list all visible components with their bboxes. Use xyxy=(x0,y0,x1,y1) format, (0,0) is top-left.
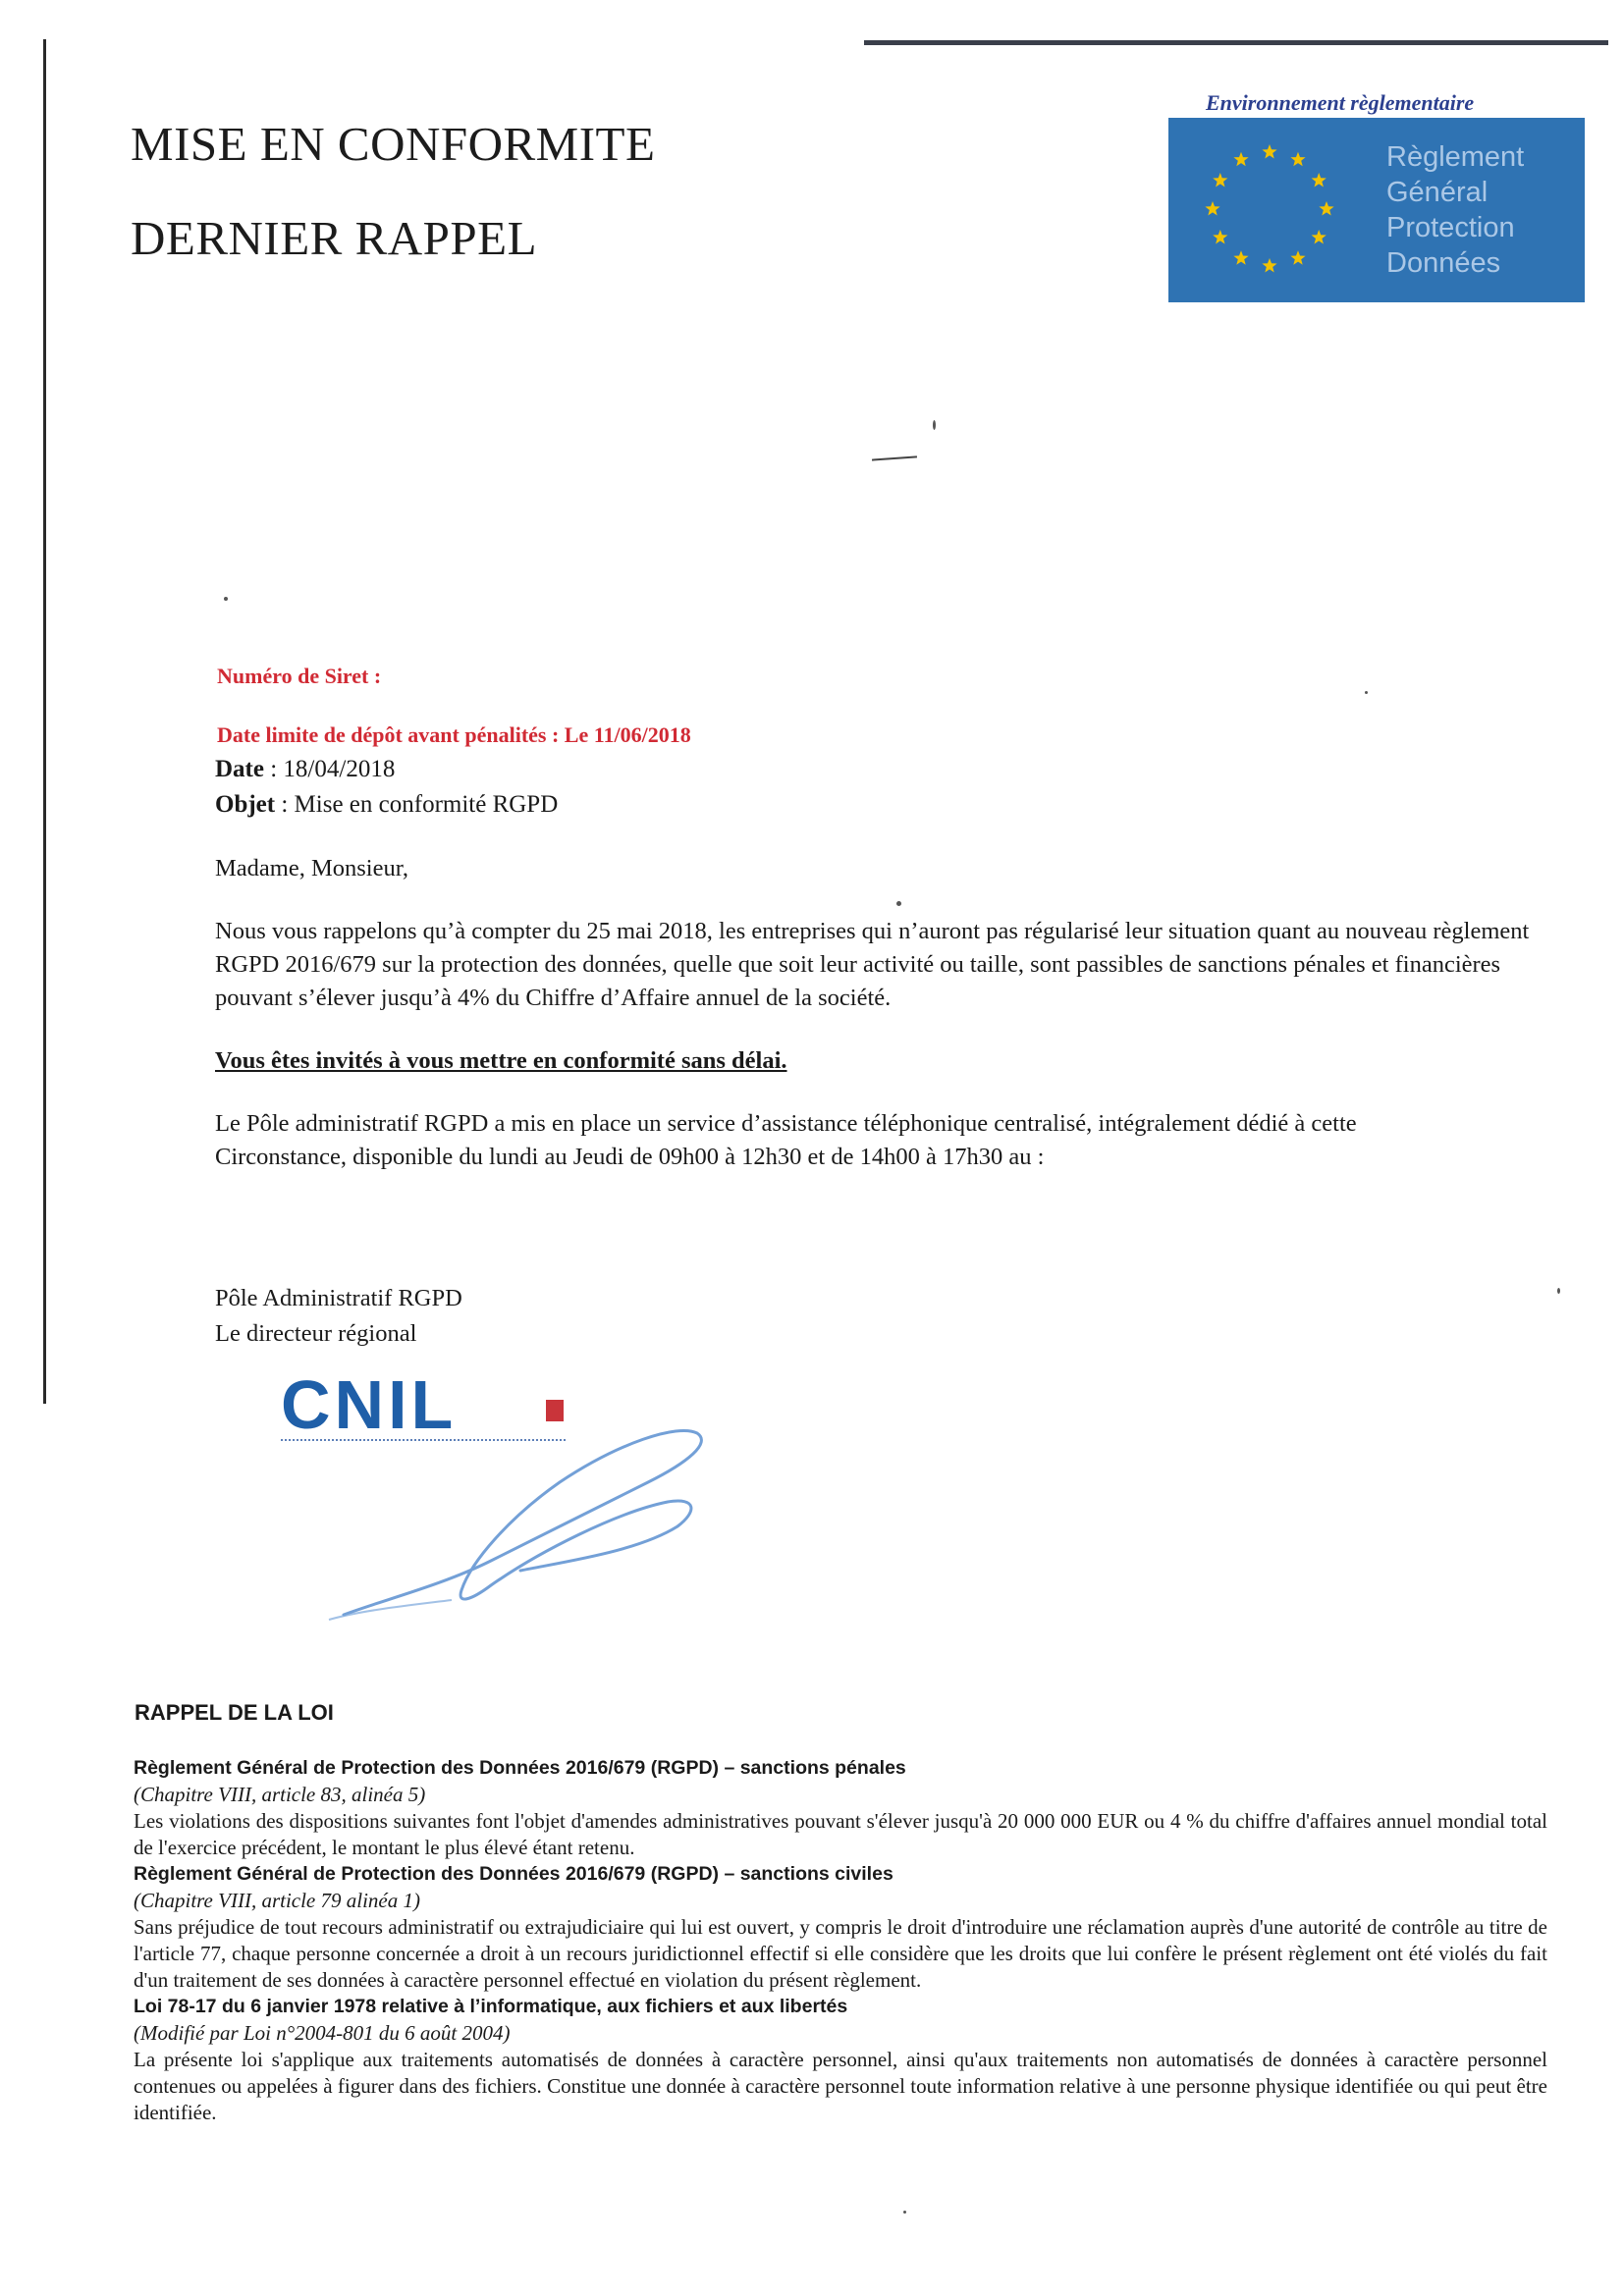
paragraph-reminder: Nous vous rappelons qu’à compter du 25 mai 2018, les entreprises qui n’auront pas régularisé leur situation quant au nouveau règlement RGPD 2016/679 sur la protection des données, quelle que soit leur activité ou taille, sont passibles de sanctions pénales et financières pouvant s’élever jusqu’à 4% du Chiffre d’Affaire annuel de la société. xyxy=(215,918,1530,1011)
emblem-line-4: Données xyxy=(1386,247,1501,279)
emblem-line-1: Règlement xyxy=(1386,141,1525,173)
eu-star-icon xyxy=(1205,201,1219,216)
left-margin-rule xyxy=(43,39,46,1404)
call-to-action: Vous êtes invités à vous mettre en conformité sans délai. xyxy=(215,1047,787,1074)
law-section-1-text: Les violations des dispositions suivantes font l'objet d'amendes administratives pouvant s'élever jusqu'à 20 000 000 EUR ou 4 % du chiffre d'affaires annuel mondial total de l'exercice précédent, le montant le plus élevé étant retenu. xyxy=(134,1809,1547,1859)
emblem-line-3: Protection xyxy=(1386,212,1515,243)
scan-speck xyxy=(933,420,936,430)
eu-star-icon xyxy=(1319,201,1333,216)
top-rule xyxy=(864,40,1608,45)
paragraph-assistance: Le Pôle administratif RGPD a mis en place un service d’assistance téléphonique centralisé, intégralement dédié à cette Circonstance, disponible du lundi au Jeudi de 09h00 à 12h30 et de 14h00 à 17h30 au : xyxy=(215,1110,1357,1170)
scan-speck xyxy=(224,597,228,601)
law-sections xyxy=(134,1755,1547,2126)
signatory-organization: Pôle Administratif RGPD xyxy=(215,1285,462,1311)
gdpr-emblem xyxy=(1168,118,1585,302)
date-line xyxy=(215,756,395,783)
eu-star-icon xyxy=(1290,250,1305,265)
law-section-3-reference: (Modifié par Loi n°2004-801 du 6 août 2004) xyxy=(134,2021,511,2045)
eu-stars-icon xyxy=(1196,135,1343,283)
scan-speck xyxy=(1365,691,1368,694)
scan-mark xyxy=(872,455,917,460)
cnil-logo-wordmark: CNIL xyxy=(281,1366,458,1443)
object-value: : Mise en conformité RGPD xyxy=(275,791,559,818)
eu-star-icon xyxy=(1312,173,1326,187)
emblem-text xyxy=(1386,139,1524,281)
law-section-2-text: Sans préjudice de tout recours administratif ou extrajudiciaire qui lui est ouvert, y compris le droit d'introduire une réclamation auprès d'une autorité de contrôle au titre de l'article 77, chaque personne concernée a droit à un recours juridictionnel effectif si elle considère que les droits que lui confère le présent règlement ont été violés du fait d'un traitement de ses données à caractère personnel effectué en violation du présent règlement. xyxy=(134,1915,1547,1992)
law-section-2-title: Règlement Général de Protection des Données 2016/679 (RGPD) – sanctions civiles xyxy=(134,1863,893,1885)
siret-label: Numéro de Siret : xyxy=(217,664,382,688)
handwritten-signature xyxy=(324,1414,776,1629)
date-label: Date xyxy=(215,756,264,782)
eu-star-icon xyxy=(1262,258,1276,273)
emblem-line-2: Général xyxy=(1386,177,1489,208)
law-section-1-reference: (Chapitre VIII, article 83, alinéa 5) xyxy=(134,1783,426,1806)
emblem-caption: Environnement règlementaire xyxy=(1206,90,1475,115)
signatory-title: Le directeur régional xyxy=(215,1320,417,1347)
eu-star-icon xyxy=(1213,230,1227,244)
law-section-3-text: La présente loi s'applique aux traitements automatisés de données à caractère personnel, ainsi qu'aux traitements non automatisés de données à caractère personnel contenues ou appelées à figurer dans des fichiers. Constitue une donnée à caractère personnel toute information relative à une personne physique identifiée ou qui peut être identifiée. xyxy=(134,2048,1547,2124)
eu-star-icon xyxy=(1262,144,1276,159)
scan-speck xyxy=(903,2211,906,2214)
law-section-3-title: Loi 78-17 du 6 janvier 1978 relative à l’informatique, aux fichiers et aux libertés xyxy=(134,1996,848,2017)
eu-star-icon xyxy=(1290,152,1305,166)
law-section-1-title: Règlement Général de Protection des Données 2016/679 (RGPD) – sanctions pénales xyxy=(134,1757,906,1779)
eu-star-icon xyxy=(1233,250,1248,265)
law-section-2-reference: (Chapitre VIII, article 79 alinéa 1) xyxy=(134,1889,420,1912)
date-value: : 18/04/2018 xyxy=(263,756,396,782)
document-title-line-2: DERNIER RAPPEL xyxy=(131,211,538,265)
deadline-line: Date limite de dépôt avant pénalités : Le 11/06/2018 xyxy=(217,722,691,747)
law-heading: RAPPEL DE LA LOI xyxy=(135,1700,334,1725)
eu-star-icon xyxy=(1312,230,1326,244)
object-label: Objet xyxy=(215,791,276,818)
scan-speck xyxy=(896,901,901,906)
scan-speck xyxy=(1557,1288,1560,1294)
document-title-line-1: MISE EN CONFORMITE xyxy=(131,117,656,171)
eu-star-icon xyxy=(1233,152,1248,166)
eu-star-icon xyxy=(1213,173,1227,187)
salutation: Madame, Monsieur, xyxy=(215,855,409,881)
object-line xyxy=(215,791,558,819)
